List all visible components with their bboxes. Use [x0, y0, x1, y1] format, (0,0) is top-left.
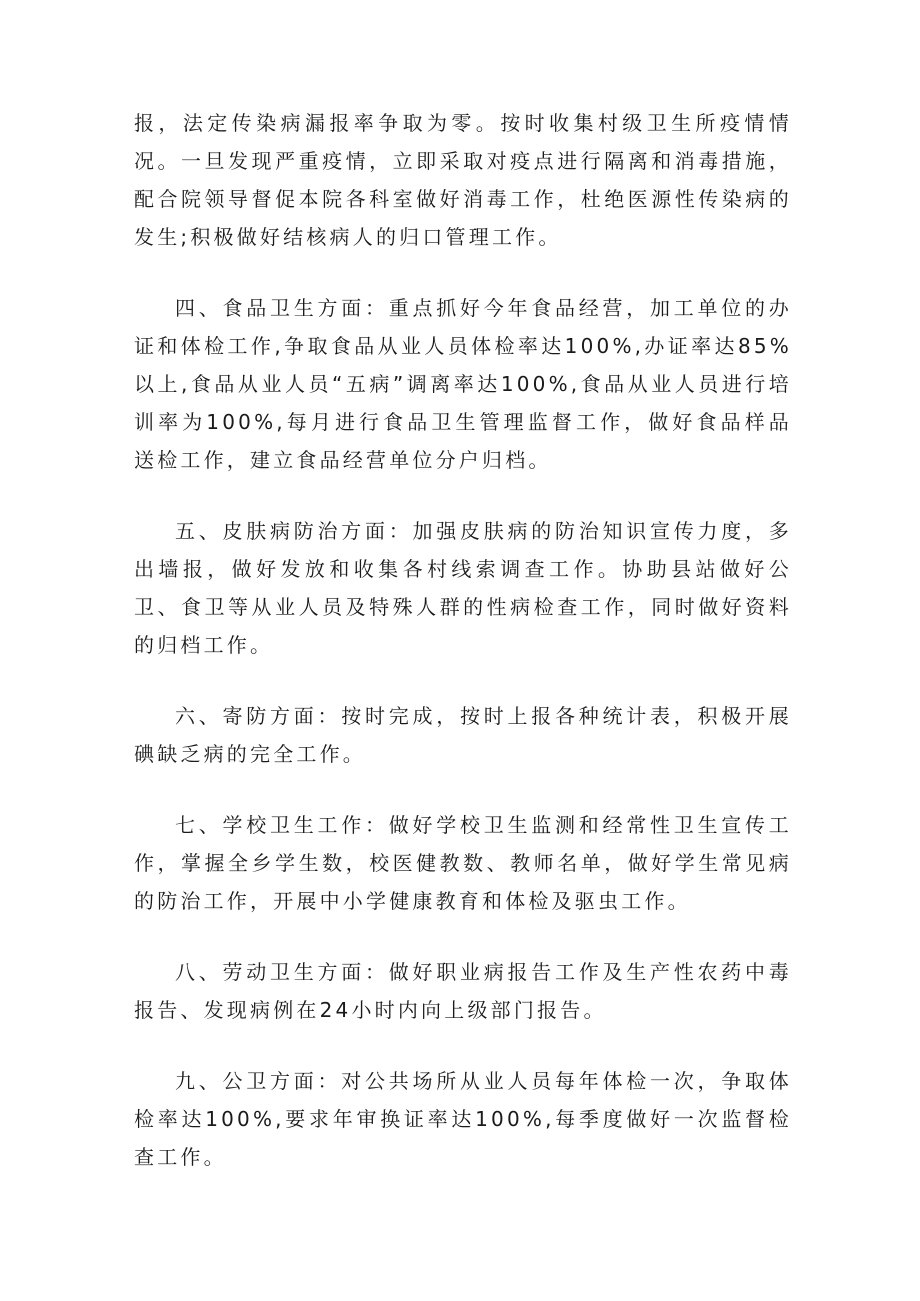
- paragraph-school-hygiene: 七、学校卫生工作：做好学校卫生监测和经常性卫生宣传工作，掌握全乡学生数，校医健教数、教师名单，做好学生常见病的防治工作，开展中小学健康教育和体检及驱虫工作。: [134, 813, 792, 913]
- paragraph-labor-hygiene: 八、劳动卫生方面：做好职业病报告工作及生产性农药中毒报告、发现病例在24小时内向上级部门报告。: [134, 960, 792, 1022]
- paragraph-parasite-prevention: 六、寄防方面：按时完成，按时上报各种统计表，积极开展碘缺乏病的完全工作。: [134, 704, 792, 766]
- paragraph-food-hygiene: 四、食品卫生方面：重点抓好今年食品经营，加工单位的办证和体检工作,争取食品从业人员体检率达100%,办证率达85%以上,食品从业人员“五病”调离率达100%,食品从业人员进行培训率为100%,每月进行食品卫生管理监督工作，做好食品样品送检工作，建立食品经营单位分户归档。: [134, 296, 792, 472]
- paragraph-continuation: 报，法定传染病漏报率争取为零。按时收集村级卫生所疫情情况。一旦发现严重疫情，立即采取对疫点进行隔离和消毒措施，配合院领导督促本院各科室做好消毒工作，杜绝医源性传染病的发生;积极做好结核病人的归口管理工作。: [134, 111, 792, 249]
- paragraph-skin-disease: 五、皮肤病防治方面：加强皮肤病的防治知识宣传力度，多出墙报，做好发放和收集各村线索调查工作。协助县站做好公卫、食卫等从业人员及特殊人群的性病检查工作，同时做好资料的归档工作。: [134, 519, 792, 657]
- paragraph-public-hygiene: 九、公卫方面：对公共场所从业人员每年体检一次，争取体检率达100%,要求年审换证率达100%,每季度做好一次监督检查工作。: [134, 1069, 792, 1169]
